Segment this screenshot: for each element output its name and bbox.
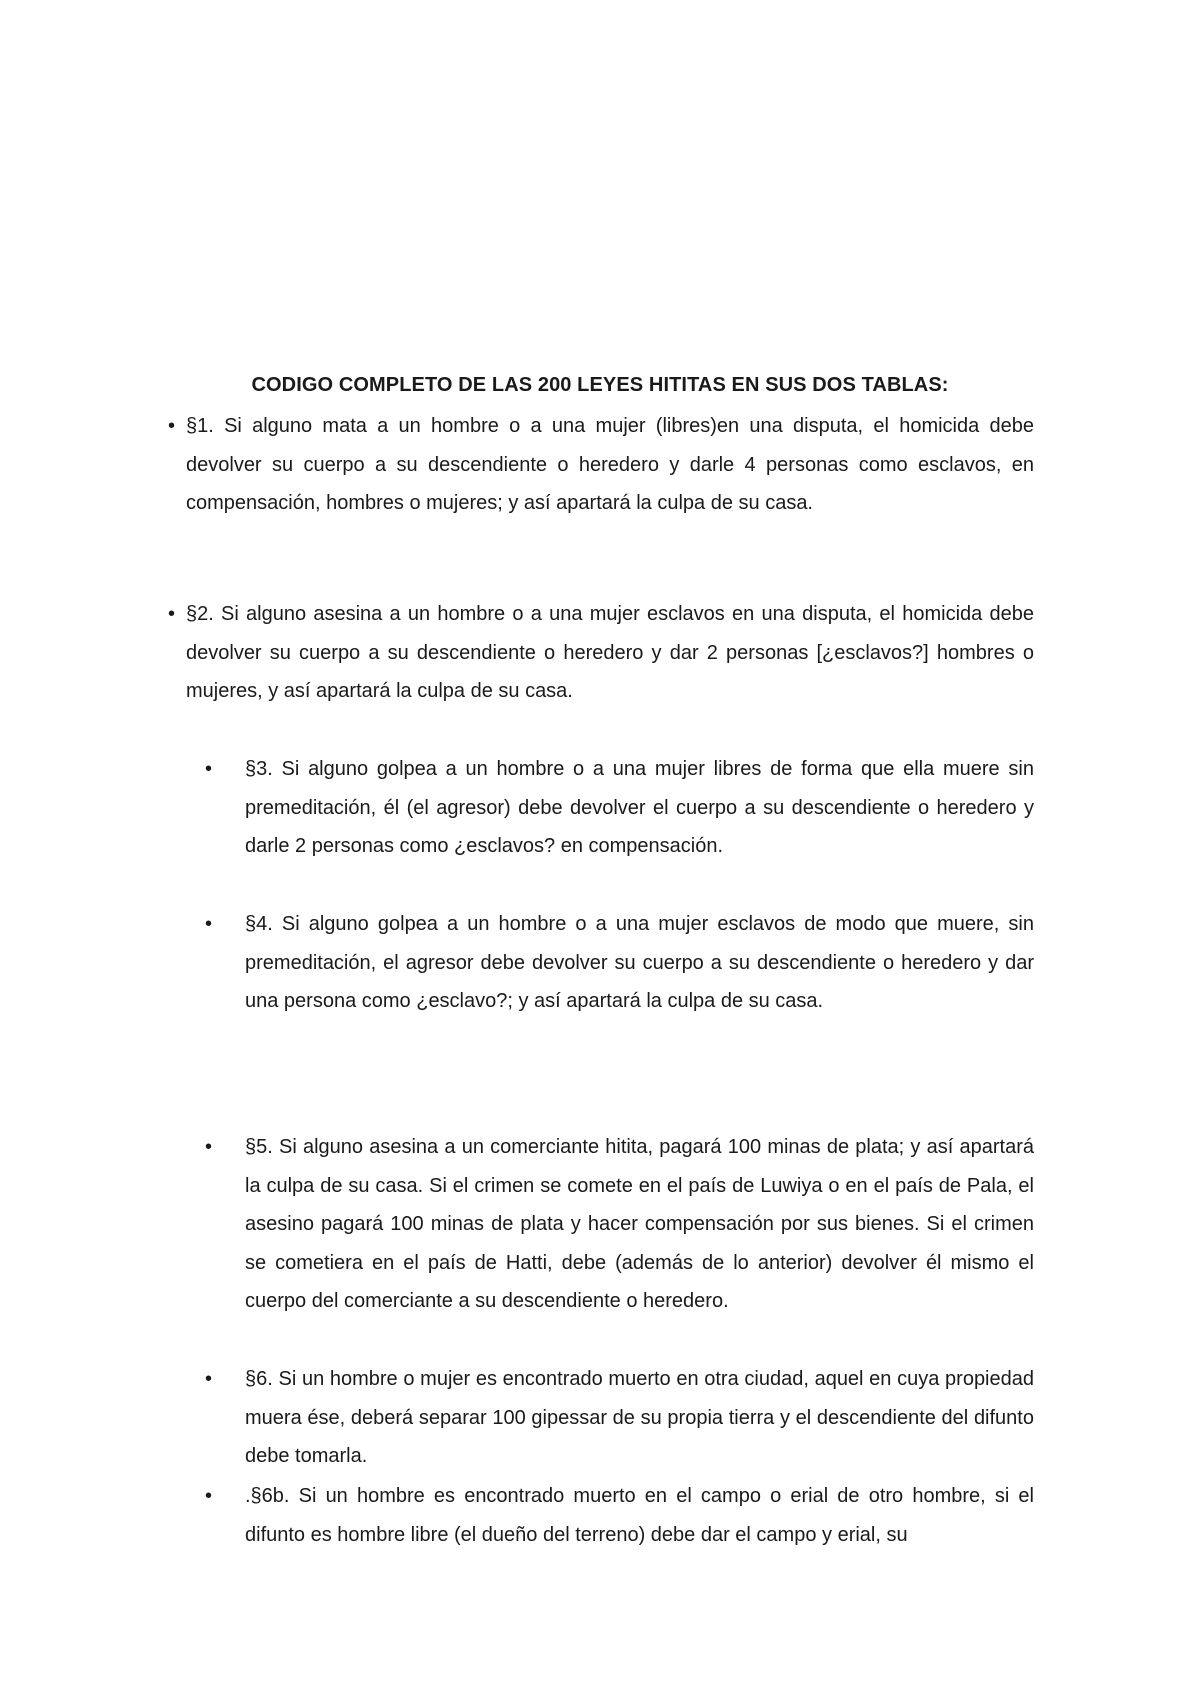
law-text: §2. Si alguno asesina a un hombre o a una mujer esclavos en una disputa, el homicida debe devolver su cuerpo a su descendiente o heredero y dar 2 personas [¿esclavos?] hombres o mujeres, y así apartará la culpa de su casa.	[186, 603, 1034, 703]
law-text: §6. Si un hombre o mujer es encontrado muerto en otra ciudad, aquel en cuya propiedad muera ése, deberá separar 100 gipessar de su propia tierra y el descendiente del difunto debe tomarla.	[245, 1368, 1034, 1468]
law-item-6	[205, 1360, 1034, 1476]
law-item-6b	[205, 1477, 1034, 1554]
bullet-point: •	[168, 415, 176, 437]
law-item-4	[205, 905, 1034, 1021]
law-text: §1. Si alguno mata a un hombre o a una mujer (libres)en una disputa, el homicida debe devolver su cuerpo a su descendiente o heredero y darle 4 personas como esclavos, en compensación, hombres o mujeres; y así apartará la culpa de su casa.	[186, 415, 1034, 515]
bullet-point: •	[168, 603, 176, 625]
law-text: §5. Si alguno asesina a un comerciante hitita, pagará 100 minas de plata; y así apartará la culpa de su casa. Si el crimen se comete en el país de Luwiya o en el país de Pala, el asesino pagará 100 minas de plata y hacer compensación por sus bienes. Si el crimen se cometiera en el país de Hatti, debe (además de lo anterior) devolver él mismo el cuerpo del comerciante a su descendiente o heredero.	[245, 1136, 1034, 1313]
bullet-point: •	[205, 1368, 213, 1390]
law-item-2	[168, 595, 1034, 711]
law-text: §3. Si alguno golpea a un hombre o a una mujer libres de forma que ella muere sin premeditación, él (el agresor) debe devolver el cuerpo a su descendiente o heredero y darle 2 personas como ¿esclavos? en compensación.	[245, 758, 1034, 858]
law-item-5	[205, 1128, 1034, 1321]
bullet-point: •	[205, 913, 213, 935]
bullet-point: •	[205, 758, 213, 780]
law-text: §4. Si alguno golpea a un hombre o a una mujer esclavos de modo que muere, sin premeditación, el agresor debe devolver su cuerpo a su descendiente o heredero y dar una persona como ¿esclavo?; y así apartará la culpa de su casa.	[245, 913, 1034, 1013]
bullet-point: •	[205, 1136, 213, 1158]
document-title: CODIGO COMPLETO DE LAS 200 LEYES HITITAS EN SUS DOS TABLAS:	[251, 374, 949, 396]
law-text: .§6b. Si un hombre es encontrado muerto en el campo o erial de otro hombre, si el difunto es hombre libre (el dueño del terreno) debe dar el campo y erial, su	[245, 1485, 1034, 1546]
bullet-point: •	[205, 1485, 213, 1507]
law-item-1	[168, 407, 1034, 523]
law-item-3	[205, 750, 1034, 866]
